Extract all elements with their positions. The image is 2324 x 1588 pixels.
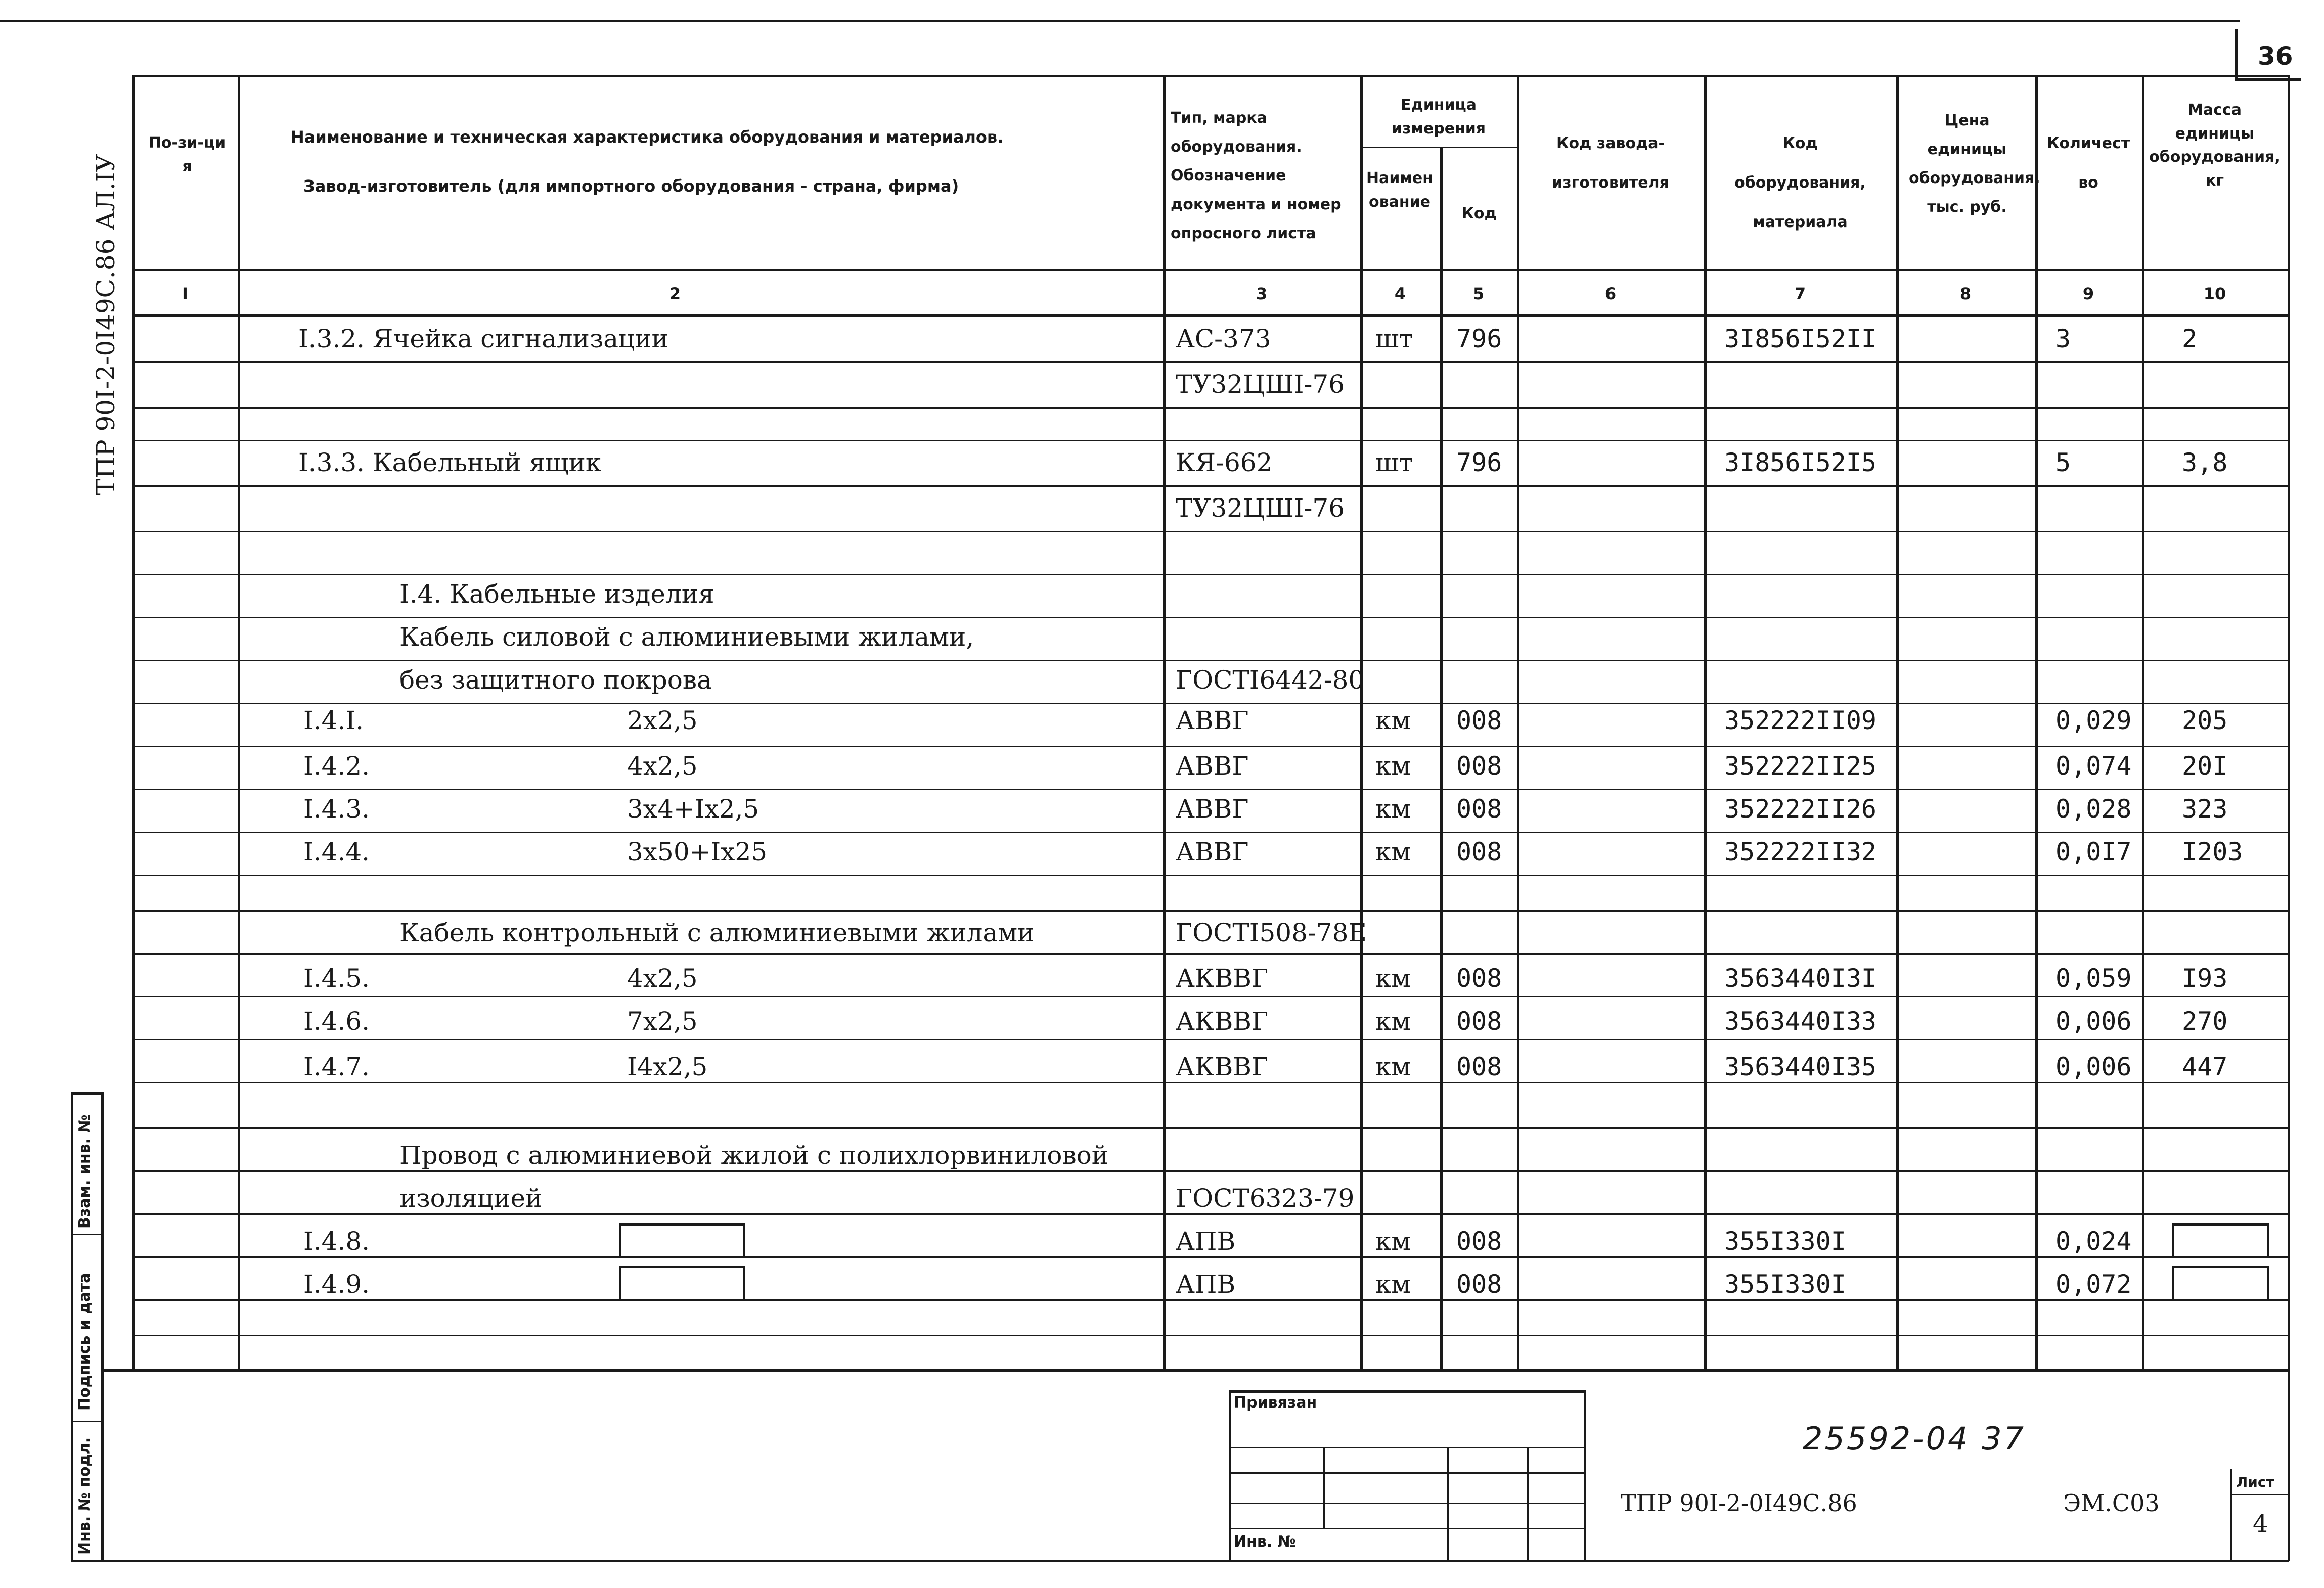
column-number-4: 4 <box>1394 284 1406 303</box>
col-line-8 <box>2035 75 2038 1369</box>
col-line-9 <box>2142 75 2144 1369</box>
row-grid-line <box>132 703 2288 704</box>
stamp-box-top <box>1229 1390 1585 1393</box>
row-name: без защитного покрова <box>399 665 712 695</box>
row-unit: км <box>1375 1227 1411 1256</box>
row-unit-code: 008 <box>1456 706 1502 735</box>
row-material-code: 352222II32 <box>1724 837 1877 867</box>
row-type: АВВГ <box>1176 794 1249 824</box>
header-col2-line1: Наименование и техническая характеристика оборудования и материалов. <box>291 127 1004 147</box>
row-unit-code: 008 <box>1456 1052 1502 1081</box>
row-grid-line <box>132 440 2288 441</box>
row-name: 7х2,5 <box>627 1007 698 1036</box>
row-grid-line <box>132 1299 2288 1301</box>
row-unit: км <box>1375 964 1411 993</box>
header-col6: Код завода-изготовителя <box>1552 134 1669 192</box>
handwritten-number: 25592-04 37 <box>1803 1420 2026 1457</box>
row-name: Кабель силовой с алюминиевыми жилами, <box>399 622 974 652</box>
row-unit: шт <box>1375 324 1413 353</box>
row-grid-line <box>132 910 2288 912</box>
col-line-5 <box>1517 75 1519 1369</box>
row-grid-line <box>132 660 2288 661</box>
margin-div-2 <box>71 1421 102 1422</box>
stamp-sheet-value: 4 <box>2253 1510 2268 1538</box>
column-number-9: 9 <box>2082 284 2094 303</box>
row-type: АВВГ <box>1176 706 1249 735</box>
blank-name-box <box>619 1266 745 1301</box>
page-bottom-line <box>71 1560 2289 1562</box>
row-unit: км <box>1375 706 1411 735</box>
row-name: I.4. Кабельные изделия <box>399 579 714 609</box>
row-material-code: 352222II09 <box>1724 706 1877 735</box>
column-number-3: 3 <box>1256 284 1268 303</box>
row-name: Кабель контрольный с алюминиевыми жилами <box>399 918 1035 947</box>
stamp-box-row3 <box>1229 1503 1585 1504</box>
header-col9: Количество <box>2046 134 2130 192</box>
row-material-code: 3I856I52I5 <box>1724 448 1877 477</box>
row-position: I.4.5. <box>303 964 370 993</box>
row-grid-line <box>132 1170 2288 1172</box>
sheet-box-bottom <box>2235 78 2301 81</box>
column-number-8: 8 <box>1959 284 1972 303</box>
row-grid-line <box>132 485 2288 487</box>
row-quantity: 0,006 <box>2055 1007 2132 1036</box>
row-name: 4х2,5 <box>627 964 698 993</box>
row-type: АКВВГ <box>1176 1052 1269 1081</box>
row-type: АПВ <box>1176 1227 1236 1256</box>
stamp-sheet-label: Лист <box>2236 1474 2274 1490</box>
margin-div-1 <box>71 1234 102 1235</box>
margin-label-zam-inv: Взам. инв. № <box>76 1114 94 1229</box>
row-quantity: 0,059 <box>2055 964 2132 993</box>
row-unit-code: 008 <box>1456 1007 1502 1036</box>
blank-name-box <box>619 1223 745 1258</box>
row-grid-line <box>132 1256 2288 1258</box>
row-type: АКВВГ <box>1176 1007 1269 1036</box>
row-unit-code: 008 <box>1456 751 1502 781</box>
stamp-box-col1 <box>1323 1447 1325 1529</box>
column-number-10: 10 <box>2203 284 2226 303</box>
margin-label-inv-orig: Инв. № подл. <box>76 1437 94 1555</box>
row-mass: 20I <box>2182 751 2228 781</box>
row-unit: км <box>1375 751 1411 781</box>
row-grid-line <box>132 361 2288 363</box>
row-name: Провод с алюминиевой жилой с полихлорвиниловой <box>399 1141 1109 1170</box>
margin-connect <box>101 1369 134 1372</box>
table-top-line <box>132 75 2288 77</box>
row-mass: 323 <box>2182 794 2228 824</box>
row-unit-code: 008 <box>1456 964 1502 993</box>
row-quantity: 0,029 <box>2055 706 2132 735</box>
blank-mass-box <box>2172 1266 2269 1301</box>
row-mass: 2 <box>2182 324 2198 353</box>
row-quantity: 0,028 <box>2055 794 2132 824</box>
row-quantity: 0,074 <box>2055 751 2132 781</box>
row-grid-line <box>132 746 2288 747</box>
sheet-box-left <box>2235 29 2238 80</box>
row-quantity: 0,0I7 <box>2055 837 2132 867</box>
row-grid-line <box>132 574 2288 575</box>
row-quantity: 0,006 <box>2055 1052 2132 1081</box>
row-unit-code: 008 <box>1456 1269 1502 1299</box>
row-grid-line <box>132 531 2288 532</box>
stamp-box-col2 <box>1447 1447 1449 1560</box>
row-mass: 205 <box>2182 706 2228 735</box>
col-line-0 <box>132 75 135 1369</box>
row-position: I.4.2. <box>303 751 370 781</box>
row-unit-code: 008 <box>1456 794 1502 824</box>
row-position: I.4.3. <box>303 794 370 824</box>
row-grid-line <box>132 1213 2288 1215</box>
row-mass: 447 <box>2182 1052 2228 1081</box>
row-unit-code: 008 <box>1456 1227 1502 1256</box>
row-quantity: 3 <box>2055 324 2071 353</box>
row-quantity: 0,072 <box>2055 1269 2132 1299</box>
row-unit: км <box>1375 1052 1411 1081</box>
header-col8: Цена единицы оборудования, тыс. руб. <box>1909 112 2040 216</box>
row-grid-line <box>132 314 2288 316</box>
header-col5: Код <box>1461 205 1497 222</box>
row-type: АПВ <box>1176 1269 1236 1299</box>
sheet-cell-left <box>2230 1469 2232 1560</box>
column-number-2: 2 <box>669 284 681 303</box>
header-col1: По-зи-ция <box>148 134 226 175</box>
row-quantity: 0,024 <box>2055 1227 2132 1256</box>
col-line-1 <box>238 75 240 1369</box>
stamp-inv-no-label: Инв. № <box>1234 1533 1296 1551</box>
stamp-box-row4 <box>1229 1528 1585 1529</box>
row-name: 2х2,5 <box>627 706 698 735</box>
blank-mass-box <box>2172 1223 2269 1258</box>
row-unit-code: 796 <box>1456 448 1502 477</box>
col-line-6 <box>1704 75 1707 1369</box>
stamp-attached-label: Привязан <box>1234 1394 1317 1412</box>
header-unit-group: Единица измерения <box>1391 96 1486 138</box>
row-unit-code: 796 <box>1456 324 1502 353</box>
col-line-4 <box>1440 147 1443 1369</box>
row-type: КЯ-662 <box>1176 448 1273 477</box>
row-material-code: 355I330I <box>1724 1227 1846 1256</box>
header-col7: Код оборудования, материала <box>1734 134 1866 231</box>
margin-label-sign-date: Подпись и дата <box>76 1273 94 1411</box>
row-material-code: 3I856I52II <box>1724 324 1877 353</box>
row-mass: I93 <box>2182 964 2228 993</box>
row-mass: I203 <box>2182 837 2243 867</box>
margin-left-line <box>71 1092 73 1560</box>
side-document-code: ТПР 90I-2-0I49С.86 АЛ.IУ <box>91 154 120 495</box>
col-line-2 <box>1163 75 1166 1369</box>
column-number-1: I <box>182 284 188 303</box>
row-name: 3х4+Iх2,5 <box>627 794 759 824</box>
stamp-box-left <box>1229 1390 1231 1560</box>
stamp-box-row1 <box>1229 1447 1585 1448</box>
row-type: АКВВГ <box>1176 964 1269 993</box>
row-type: ТУ32ЦШI-76 <box>1176 370 1345 399</box>
row-grid-line <box>132 875 2288 876</box>
row-unit: км <box>1375 1269 1411 1299</box>
row-position: I.4.I. <box>303 706 364 735</box>
row-unit-code: 008 <box>1456 837 1502 867</box>
row-material-code: 352222II26 <box>1724 794 1877 824</box>
row-name: изоляцией <box>399 1184 543 1213</box>
header-col10: Масса единицы оборудования, кг <box>2149 101 2281 190</box>
row-position: I.4.8. <box>303 1227 370 1256</box>
stamp-box-row2 <box>1229 1472 1585 1474</box>
row-grid-line <box>132 1335 2288 1336</box>
row-grid-line <box>132 832 2288 833</box>
row-grid-line <box>132 789 2288 790</box>
col-line-7 <box>1896 75 1899 1369</box>
row-grid-line <box>132 1127 2288 1129</box>
header-col2-line2: Завод-изготовитель (для импортного оборудования - страна, фирма) <box>303 176 959 196</box>
col-line-10 <box>2288 75 2290 1561</box>
row-type: ГОСТI6442-80 <box>1176 665 1365 695</box>
row-name: I4х2,5 <box>627 1052 708 1081</box>
row-material-code: 3563440I33 <box>1724 1007 1877 1036</box>
row-unit: км <box>1375 1007 1411 1036</box>
row-material-code: 3563440I35 <box>1724 1052 1877 1081</box>
row-position: I.4.6. <box>303 1007 370 1036</box>
stamp-box-col3 <box>1527 1447 1529 1560</box>
header-col3: Тип, марка оборудования. Обозначение документа и номер опросного листа <box>1171 109 1342 242</box>
header-col4: Наименование <box>1366 169 1433 211</box>
col-line-3 <box>1360 75 1363 1369</box>
row-grid-line <box>132 953 2288 955</box>
row-mass: 270 <box>2182 1007 2228 1036</box>
row-name: I.3.3. Кабельный ящик <box>298 448 602 477</box>
row-type: АС-373 <box>1176 324 1271 353</box>
row-name: I.3.2. Ячейка сигнализации <box>298 324 668 353</box>
row-material-code: 352222II25 <box>1724 751 1877 781</box>
row-material-code: 355I330I <box>1724 1269 1846 1299</box>
stamp-doc-code: ТПР 90I-2-0I49С.86 <box>1621 1489 1857 1517</box>
row-name: 4х2,5 <box>627 751 698 781</box>
row-grid-line <box>132 996 2288 997</box>
row-grid-line <box>132 1082 2288 1083</box>
row-grid-line <box>132 617 2288 618</box>
row-unit: км <box>1375 794 1411 824</box>
row-mass: 3,8 <box>2182 448 2228 477</box>
row-position: I.4.9. <box>303 1269 370 1299</box>
row-type: ГОСТ6323-79 <box>1176 1184 1355 1213</box>
column-number-7: 7 <box>1794 284 1806 303</box>
row-position: I.4.7. <box>303 1052 370 1081</box>
sheet-cell-divider <box>2230 1494 2289 1495</box>
stamp-box-right <box>1584 1390 1586 1560</box>
sheet-number-top: 36 <box>2258 41 2293 71</box>
row-type: ТУ32ЦШI-76 <box>1176 493 1345 523</box>
row-type: АВВГ <box>1176 837 1249 867</box>
margin-stub <box>101 1369 103 1560</box>
unit-group-divider <box>1360 147 1517 148</box>
row-quantity: 5 <box>2055 448 2071 477</box>
row-position: I.4.4. <box>303 837 370 867</box>
row-grid-line <box>132 407 2288 409</box>
column-number-6: 6 <box>1604 284 1617 303</box>
row-unit: шт <box>1375 448 1413 477</box>
header-bottom-line <box>132 269 2288 271</box>
top-frame-line <box>0 20 2240 22</box>
row-material-code: 3563440I3I <box>1724 964 1877 993</box>
row-type: ГОСТI508-78Е <box>1176 918 1367 947</box>
row-grid-line <box>132 1039 2288 1040</box>
row-name: 3х50+Iх25 <box>627 837 768 867</box>
stamp-mark: ЭМ.С03 <box>2063 1489 2160 1517</box>
row-unit: км <box>1375 837 1411 867</box>
column-number-5: 5 <box>1472 284 1485 303</box>
stamp-top-line <box>132 1369 2288 1372</box>
row-type: АВВГ <box>1176 751 1249 781</box>
margin-top-line <box>71 1092 102 1095</box>
